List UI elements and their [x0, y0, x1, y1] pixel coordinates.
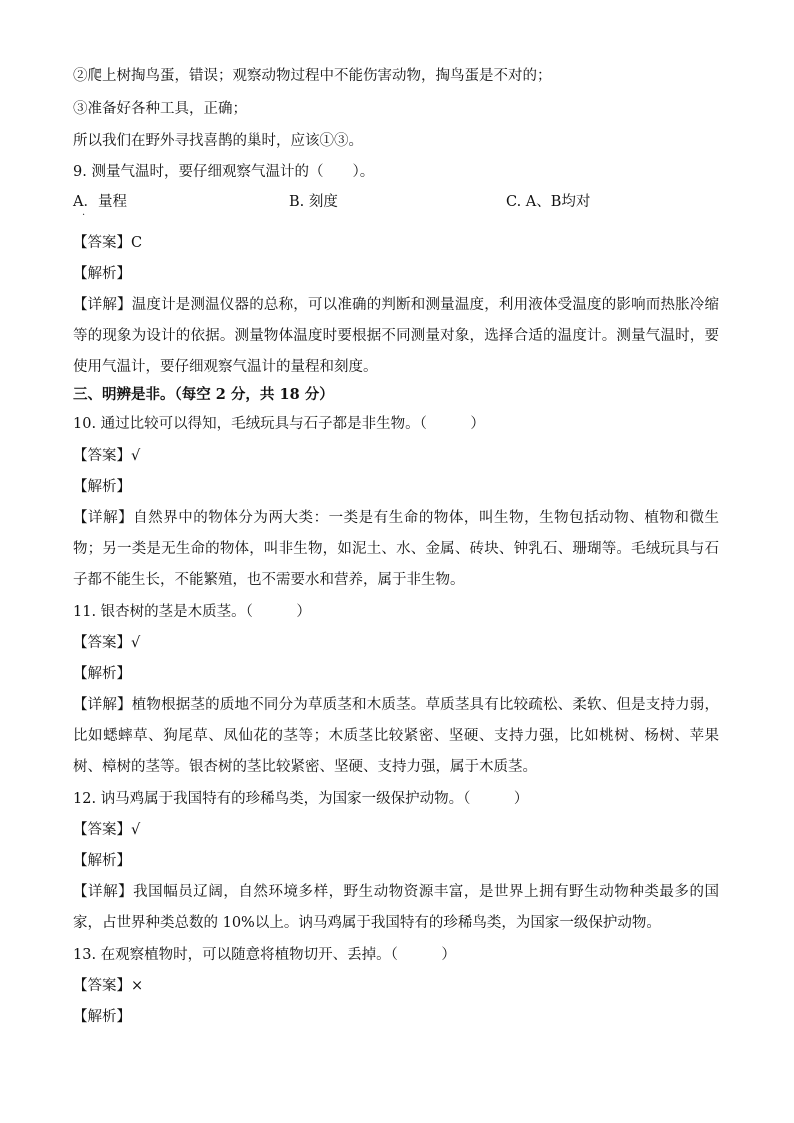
answer: 【答案】√ — [73, 822, 141, 838]
detail-paragraph: 【详解】我国幅员辽阔，自然环境多样，野生动物资源丰富，是世界上拥有野生动物种类最多的国家，占世界种类总数的 10%以上。讷马鸡属于我国特有的珍稀鸟类，为国家一级保护动物。 — [73, 884, 719, 931]
analysis-label: 【解析】 — [73, 479, 131, 495]
option-a: A．量程 — [73, 194, 127, 210]
question-11: 11. 银杏树的茎是木质茎。（ ） — [73, 604, 311, 620]
question-9: 9. 测量气温时，要仔细观察气温计的（ ）。 — [73, 164, 375, 180]
question-10: 10. 通过比较可以得知，毛绒玩具与石子都是非生物。（ ） — [73, 416, 485, 432]
detail-paragraph: 【详解】植物根据茎的质地不同分为草质茎和木质茎。草质茎具有比较疏松、柔软、但是支持力弱，比如蟋蟀草、狗尾草、凤仙花的茎等；木质茎比较紧密、坚硬、支持力强，比如桃树、杨树、苹果树、樟树的茎等。银杏树的茎比较紧密、坚硬、支持力强，属于木质茎。 — [73, 697, 719, 775]
analysis-label: 【解析】 — [73, 266, 131, 282]
answer: 【答案】× — [73, 978, 144, 994]
text-line: ②爬上树掏鸟蛋，错误；观察动物过程中不能伤害动物，掏鸟蛋是不对的； — [73, 68, 552, 84]
answer: 【答案】√ — [73, 448, 141, 464]
option-c: C. A、B均对 — [506, 194, 591, 210]
question-13: 13. 在观察植物时，可以随意将植物切开、丢掉。（ ） — [73, 947, 456, 963]
detail-paragraph: 【详解】自然界中的物体分为两大类：一类是有生命的物体，叫生物，生物包括动物、植物和微生物；另一类是无生命的物体，叫非生物，如泥土、水、金属、砖块、钟乳石、珊瑚等。毛绒玩具与石子都不能生长，不能繁殖，也不需要水和营养，属于非生物。 — [73, 510, 719, 588]
question-12: 12. 讷马鸡属于我国特有的珍稀鸟类，为国家一级保护动物。（ ） — [73, 791, 529, 807]
analysis-label: 【解析】 — [73, 853, 131, 869]
answer: 【答案】√ — [73, 635, 141, 651]
text-line: 所以我们在野外寻找喜鹊的巢时，应该①③。 — [73, 133, 363, 149]
detail-paragraph: 【详解】温度计是测温仪器的总称，可以准确的判断和测量温度，利用液体受温度的影响而热胀冷缩等的现象为设计的依据。测量物体温度时要根据不同测量对象，选择合适的温度计。测量气温时，要使用气温计，要仔细观察气温计的量程和刻度。 — [73, 297, 719, 375]
answer: 【答案】C — [73, 235, 143, 251]
analysis-label: 【解析】 — [73, 1009, 131, 1025]
text-line: ③准备好各种工具，正确； — [73, 101, 247, 117]
option-b: B. 刻度 — [289, 194, 338, 210]
decoration-dot: · — [82, 210, 86, 221]
analysis-label: 【解析】 — [73, 666, 131, 682]
section-heading: 三、明辨是非。（每空 2 分，共 18 分） — [73, 386, 334, 403]
